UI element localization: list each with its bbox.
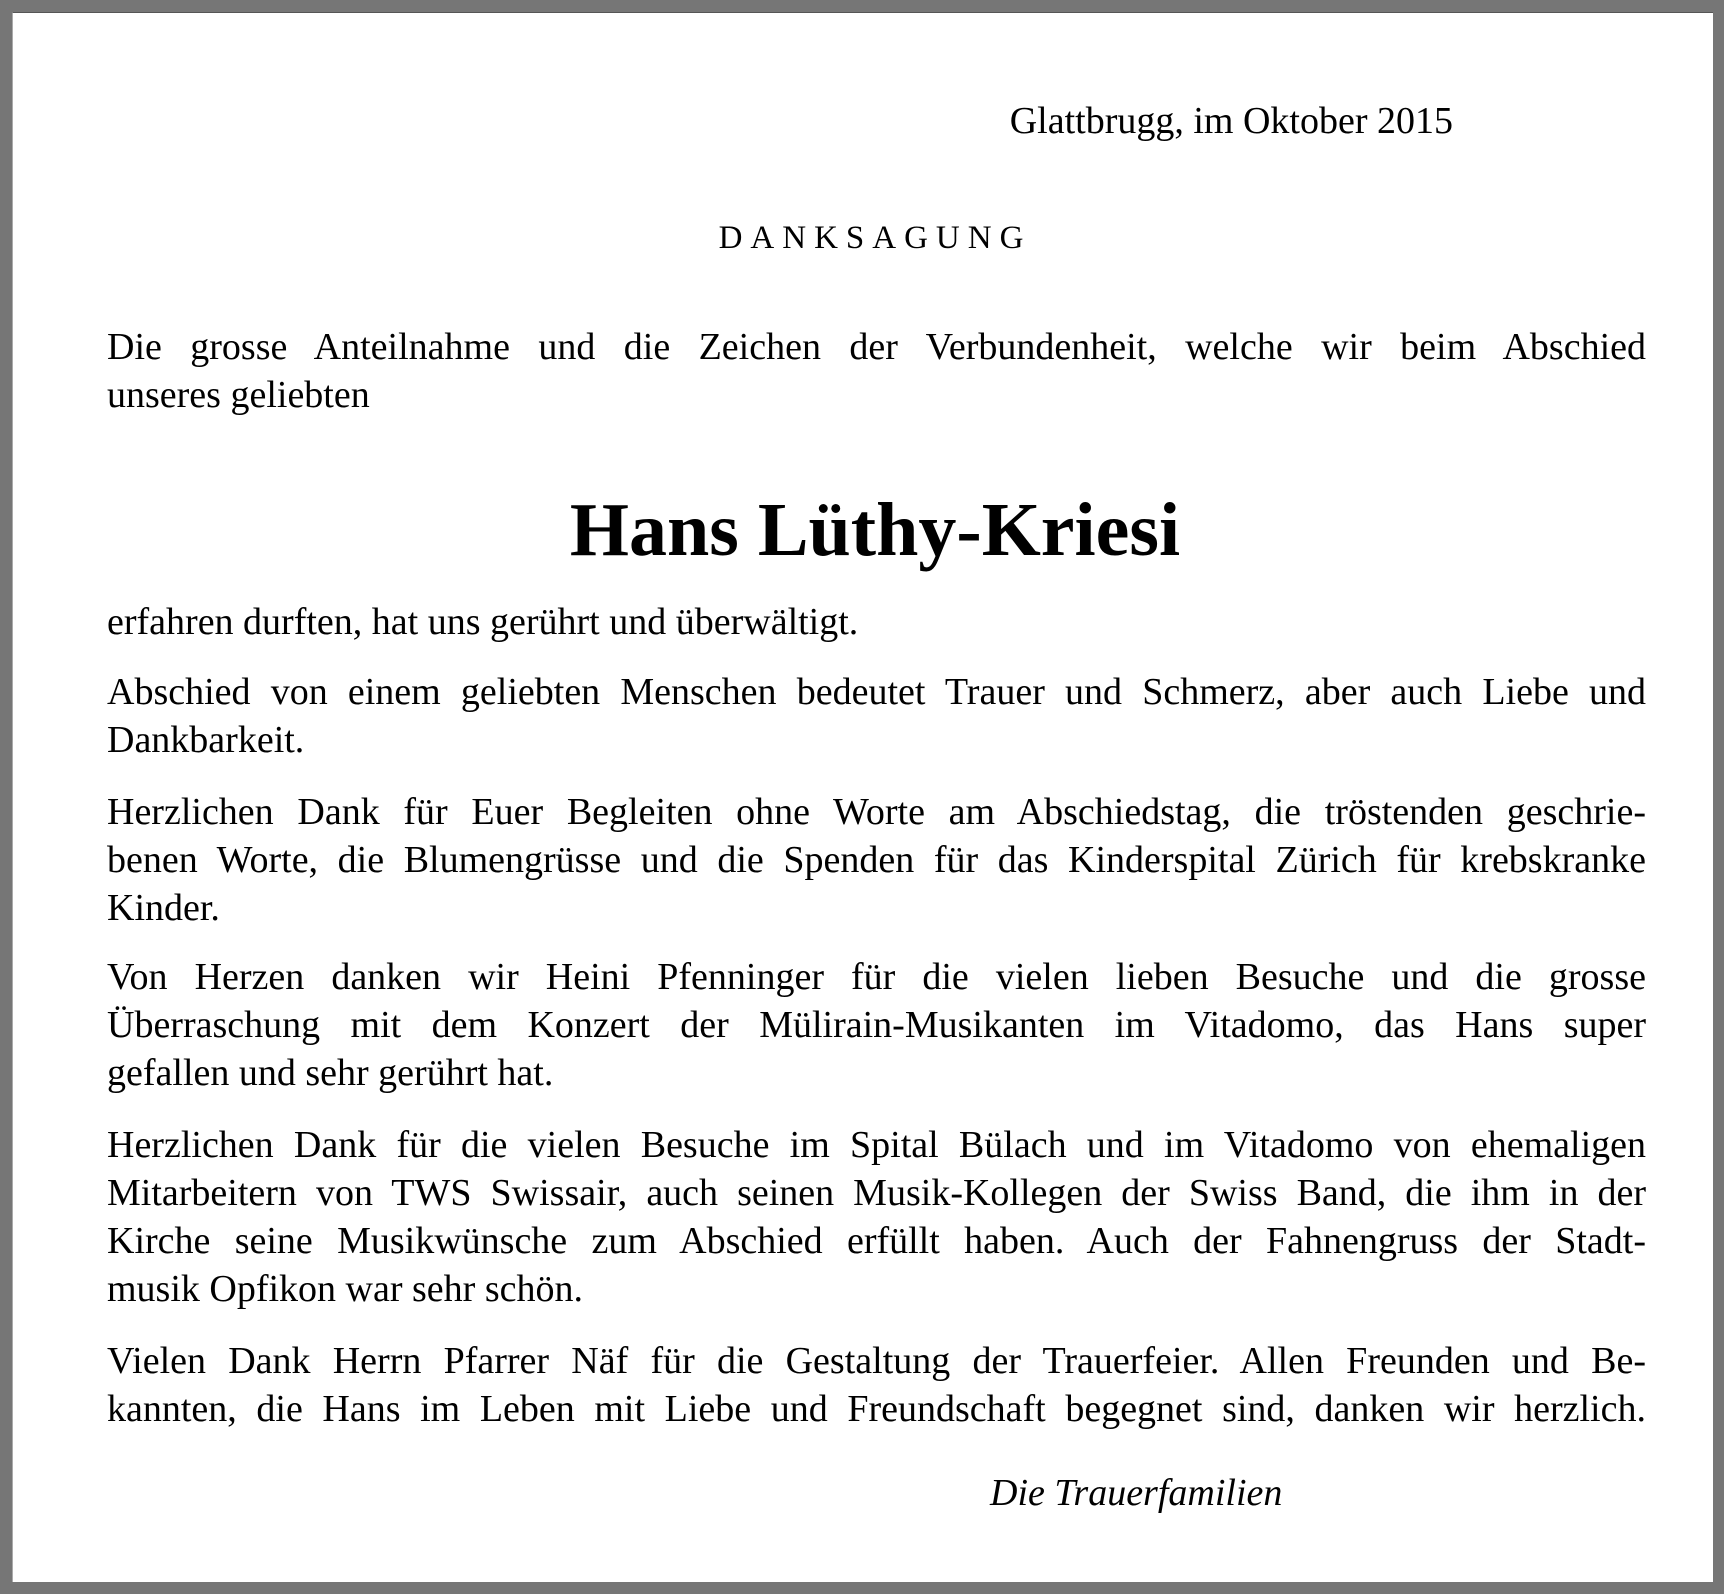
text-line: Abschied von einem geliebten Menschen bedeutet Trauer und Schmerz, aber auch Liebe und: [107, 671, 1646, 713]
paragraph-6: [107, 1337, 1646, 1433]
text-line: gefallen und sehr gerührt hat.: [107, 1052, 554, 1094]
text-line: unseres geliebten: [107, 374, 370, 416]
text-line: Überraschung mit dem Konzert der Mülirain-Musikanten im Vitadomo, das Hans super: [107, 1004, 1646, 1046]
document-page: [12, 12, 1713, 1582]
paragraph-3: [107, 788, 1646, 932]
signature: Die Trauerfamilien: [990, 1472, 1283, 1514]
date-line: Glattbrugg, im Oktober 2015: [1009, 100, 1453, 142]
text-line: Mitarbeitern von TWS Swissair, auch seinen Musik-Kollegen der Swiss Band, die ihm in der: [107, 1172, 1646, 1214]
text-line: Kinder.: [107, 887, 220, 929]
deceased-name: Hans Lüthy-Kriesi: [569, 488, 1181, 572]
heading: DANKSAGUNG: [718, 220, 1032, 256]
text-line: Vielen Dank Herrn Pfarrer Näf für die Gestaltung der Trauerfeier. Allen Freunden und Be-: [107, 1340, 1646, 1382]
paragraph-4: [107, 953, 1646, 1097]
text-line: Herzlichen Dank für die vielen Besuche im Spital Bülach und im Vitadomo von ehemaligen: [107, 1124, 1646, 1166]
text-line: Dankbarkeit.: [107, 719, 305, 761]
text-line: Kirche seine Musikwünsche zum Abschied erfüllt haben. Auch der Fahnengruss der Stadt-: [107, 1220, 1646, 1262]
intro-paragraph: [107, 323, 1646, 419]
paragraph-1: [107, 598, 1646, 646]
paragraph-5: [107, 1121, 1646, 1313]
text-line: erfahren durften, hat uns gerührt und überwältigt.: [107, 601, 859, 643]
text-line: kannten, die Hans im Leben mit Liebe und Freundschaft begegnet sind, danken wir herzlich.: [107, 1388, 1646, 1430]
text-line: Von Herzen danken wir Heini Pfenninger für die vielen lieben Besuche und die grosse: [107, 956, 1646, 998]
text-line: Die grosse Anteilnahme und die Zeichen der Verbundenheit, welche wir beim Abschied: [107, 326, 1646, 368]
paragraph-2: [107, 668, 1646, 764]
text-line: musik Opfikon war sehr schön.: [107, 1268, 583, 1310]
text-line: benen Worte, die Blumengrüsse und die Spenden für das Kinderspital Zürich für krebskranke: [107, 839, 1646, 881]
text-line: Herzlichen Dank für Euer Begleiten ohne Worte am Abschiedstag, die tröstenden geschrie-: [107, 791, 1646, 833]
